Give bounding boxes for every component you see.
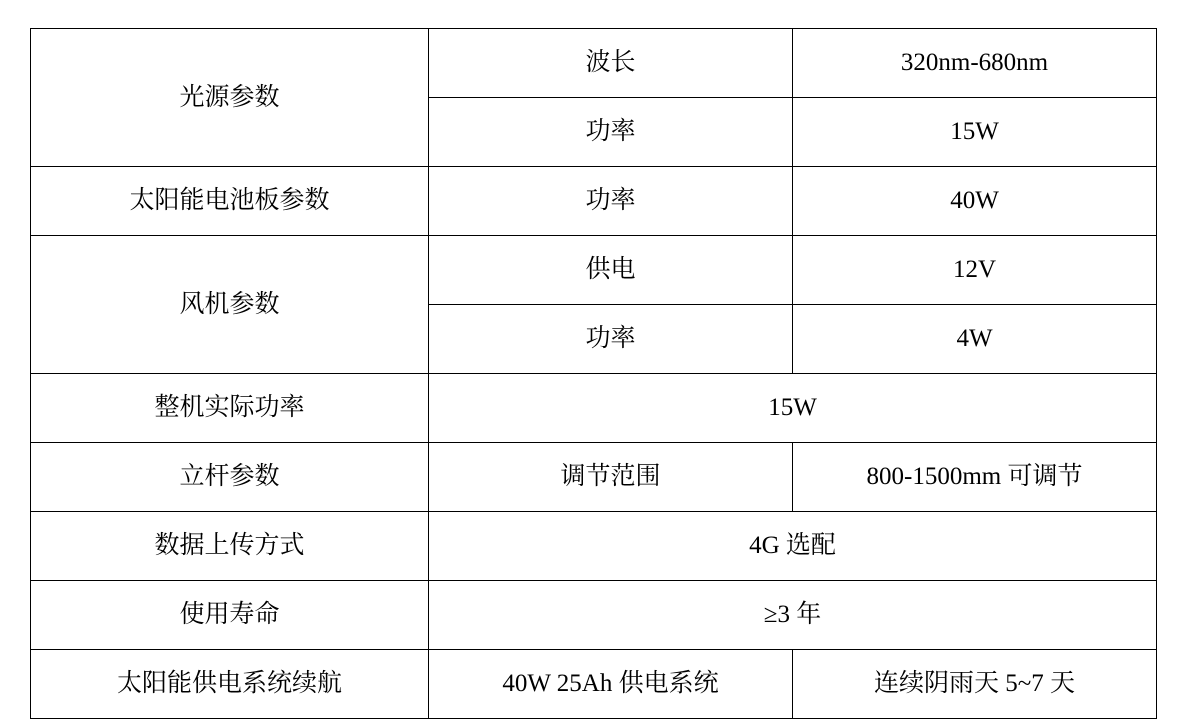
spec-category: 风机参数 (31, 236, 429, 374)
spec-value: 12V (793, 236, 1157, 305)
table-row (31, 374, 1157, 443)
spec-category: 立杆参数 (31, 443, 429, 512)
specification-table (30, 28, 1157, 719)
spec-param: 40W 25Ah 供电系统 (429, 650, 793, 719)
spec-value-merged: 4G 选配 (429, 512, 1157, 581)
spec-param: 功率 (429, 98, 793, 167)
table-row (31, 443, 1157, 512)
table-row (31, 167, 1157, 236)
table-row (31, 512, 1157, 581)
spec-value: 320nm-680nm (793, 29, 1157, 98)
spec-value: 15W (793, 98, 1157, 167)
spec-value: 800-1500mm 可调节 (793, 443, 1157, 512)
spec-value: 40W (793, 167, 1157, 236)
spec-category: 太阳能电池板参数 (31, 167, 429, 236)
table-row (31, 236, 1157, 305)
spec-param: 波长 (429, 29, 793, 98)
table-row (31, 581, 1157, 650)
spec-value-merged: 15W (429, 374, 1157, 443)
spec-category: 太阳能供电系统续航 (31, 650, 429, 719)
spec-param: 功率 (429, 167, 793, 236)
table-row (31, 29, 1157, 98)
spec-param: 供电 (429, 236, 793, 305)
spec-category: 光源参数 (31, 29, 429, 167)
spec-value: 连续阴雨天 5~7 天 (793, 650, 1157, 719)
spec-category: 数据上传方式 (31, 512, 429, 581)
table-row (31, 650, 1157, 719)
spec-category: 使用寿命 (31, 581, 429, 650)
spec-category: 整机实际功率 (31, 374, 429, 443)
spec-param: 功率 (429, 305, 793, 374)
spec-value: 4W (793, 305, 1157, 374)
spec-value-merged: ≥3 年 (429, 581, 1157, 650)
spec-param: 调节范围 (429, 443, 793, 512)
